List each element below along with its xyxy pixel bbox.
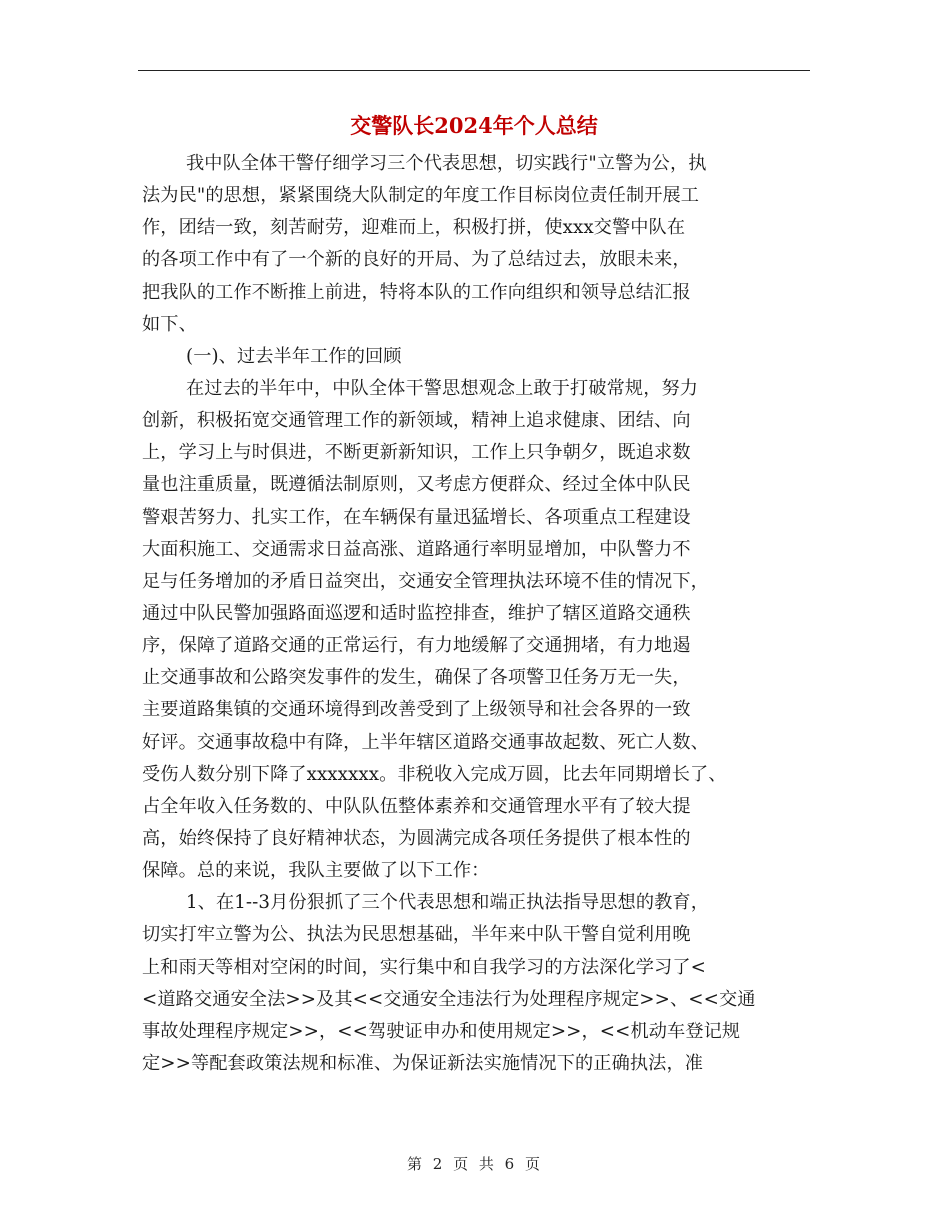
- text-line: 切实打牢立警为公、执法为民思想基础，半年来中队干警自觉利用晚: [142, 924, 691, 946]
- text-line: 止交通事故和公路突发事件的发生，确保了各项警卫任务万无一失，: [142, 667, 691, 689]
- header-rule: [138, 70, 810, 71]
- text-line: 上和雨天等相对空闲的时间，实行集中和自我学习的方法深化学习了<: [142, 956, 706, 978]
- page-footer: 第 2 页 共 6 页: [407, 1155, 543, 1173]
- text-line: 在过去的半年中，中队全体干警思想观念上敢于打破常规，努力: [186, 377, 699, 399]
- text-line: 占全年收入任务数的、中队队伍整体素养和交通管理水平有了较大提: [142, 795, 691, 817]
- text-line: 创新，积极拓宽交通管理工作的新领域，精神上追求健康、团结、向: [142, 410, 691, 432]
- text-line: 如下、: [142, 313, 197, 335]
- text-line: 警艰苦努力、扎实工作，在车辆保有量迅猛增长、各项重点工程建设: [142, 506, 691, 528]
- document-title: 交警队长2024年个人总结: [350, 113, 598, 138]
- text-line: (一)、过去半年工作的回顾: [186, 345, 402, 367]
- document-body: [142, 148, 832, 1080]
- text-line: 1、在1--3月份狠抓了三个代表思想和端正执法指导思想的教育，: [186, 892, 709, 914]
- text-line: 的各项工作中有了一个新的良好的开局、为了总结过去，放眼未来，: [142, 249, 691, 271]
- text-line: 通过中队民警加强路面巡逻和适时监控排查，维护了辖区道路交通秩: [142, 602, 691, 624]
- text-line: 好评。交通事故稳中有降，上半年辖区道路交通事故起数、死亡人数、: [142, 731, 709, 753]
- text-line: <道路交通安全法>>及其<<交通安全违法行为处理程序规定>>、<<交通: [142, 988, 756, 1010]
- text-line: 作，团结一致，刻苦耐劳，迎难而上，积极打拼，使xxx交警中队在: [142, 217, 686, 239]
- text-line: 主要道路集镇的交通环境得到改善受到了上级领导和社会各界的一致: [142, 699, 691, 721]
- text-line: 序，保障了道路交通的正常运行，有力地缓解了交通拥堵，有力地遏: [142, 635, 691, 657]
- text-line: 定>>等配套政策法规和标准、为保证新法实施情况下的正确执法，准: [142, 1052, 704, 1074]
- text-line: 我中队全体干警仔细学习三个代表思想，切实践行"立警为公，执: [186, 153, 707, 174]
- text-line: 大面积施工、交通需求日益高涨、道路通行率明显增加，中队警力不: [142, 538, 691, 560]
- text-line: 事故处理程序规定>>，<<驾驶证申办和使用规定>>，<<机动车登记规: [142, 1020, 741, 1042]
- text-line: 量也注重质量，既遵循法制原则，又考虑方便群众、经过全体中队民: [142, 474, 691, 496]
- text-line: 高，始终保持了良好精神状态，为圆满完成各项任务提供了根本性的: [142, 827, 691, 849]
- text-line: 上，学习上与时俱进，不断更新新知识，工作上只争朝夕，既追求数: [142, 442, 691, 464]
- text-line: 保障。总的来说，我队主要做了以下工作：: [142, 860, 490, 882]
- text-line: 足与任务增加的矛盾日益突出，交通安全管理执法环境不佳的情况下，: [142, 570, 709, 592]
- text-line: 把我队的工作不断推上前进，特将本队的工作向组织和领导总结汇报: [142, 281, 691, 303]
- text-line: 受伤人数分别下降了xxxxxxx。非税收入完成万圆，比去年同期增长了、: [142, 763, 727, 785]
- text-line: 法为民"的思想，紧紧围绕大队制定的年度工作目标岗位责任制开展工: [142, 185, 700, 207]
